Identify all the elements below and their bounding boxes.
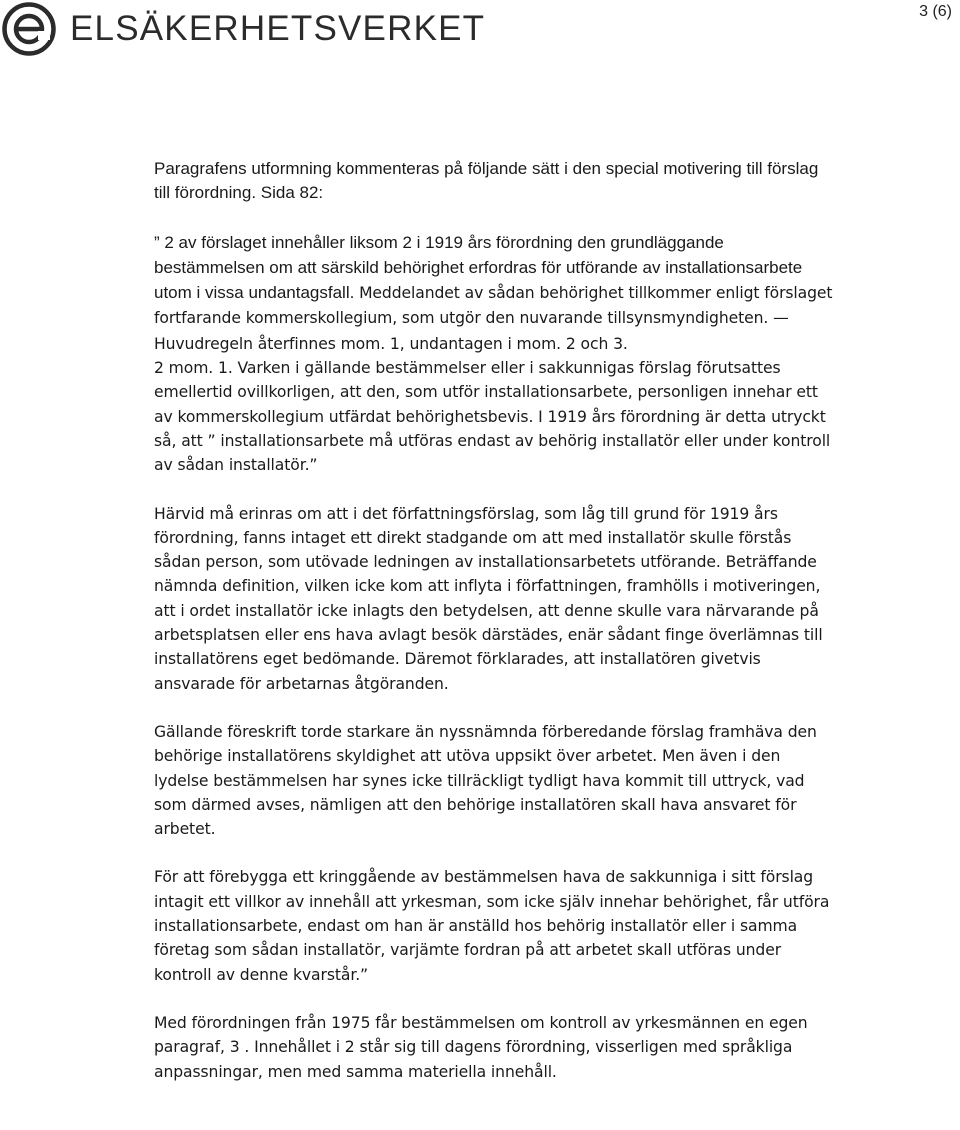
paragraph-gallande: Gällande föreskrift torde starkare än nyssnämnda förberedande förslag framhäva den behörige installatörens skyldighet att utöva uppsikt över arbetet. Men även i den lydelse bestämmelsen har synes icke tillräckligt tydligt hava kommit till uttryck, vad som därmed avses, nämligen att den behörige installatören skall hava ansvaret för arbetet.: [154, 722, 817, 839]
elsakerhetsverket-logo: [2, 2, 485, 56]
page-number: 3 (6): [919, 3, 952, 20]
quote-part-arial: ” 2 av förslaget innehåller liksom 2 i 1919 års förordning den grundläggande bestämmelsen om att särskild behörighet erfordras för utförande av installationsarbete utom i vissa undantagsfall.: [154, 232, 803, 303]
quote-part-calibri: Meddelandet av sådan behörighet tillkommer enligt förslaget fortfarande kommerskollegium, som utgör den nuvarande tillsynsmyndigheten. — Huvudregeln återfinnes mom. 1, undantagen i mom. 2 och 3.: [154, 284, 833, 353]
page-header: [0, 0, 960, 60]
quoted-paragraph: [154, 230, 834, 356]
paragraph-forebygga: För att förebygga ett kringgående av bestämmelsen hava de sakkunniga i sitt förslag intagit ett villkor av innehåll att yrkesman, som icke själv innehar behörighet, får utföra installationsarbete, endast om han är anställd hos behörig installatör eller i samma företag som sådan installatör, varjämte fordran på att arbetet skall utföras under kontroll av denne kvarstår.”: [154, 868, 830, 984]
paragraph-mom1: 2 mom. 1. Varken i gällande bestämmelser eller i sakkunnigas förslag förutsattes emellertid ovillkorligen, att den, som utför installationsarbete, personligen innehar ett av kommerskollegium utfärdat behörighetsbevis. I 1919 års förordning är detta utryckt så, att ” installationsarbete må utföras endast av behörig installatör eller under kontroll av sådan installatör.”: [154, 359, 831, 475]
logo-e-icon: [2, 2, 56, 56]
logo-text: ELSÄKERHETSVERKET: [70, 9, 486, 48]
paragraph-intro: Paragrafens utformning kommenteras på följande sätt i den special motivering till förslag till förordning. Sida 82:: [154, 159, 819, 203]
document-body: [154, 157, 834, 1084]
paragraph-harvid: Härvid må erinras om att i det författningsförslag, som låg till grund för 1919 års förordning, fanns intaget ett direkt stadgande om att med installatör skulle förstås sådan person, som utövade ledningen av installationsarbetets utförande. Beträffande nämnda definition, vilken icke kom att inflyta i författningen, framhölls i motiveringen, att i ordet installatör icke inlagts den betydelsen, att denne skulle vara närvarande på arbetsplatsen eller ens hava avlagt besök därstädes, enär sådant finge överlämnas till installatörens eget bedömande. Däremot förklarades, att installatören givetvis ansvarade för arbetarnas åtgöranden.: [154, 504, 823, 693]
paragraph-forordning-1975: Med förordningen från 1975 får bestämmelsen om kontroll av yrkesmännen en egen paragraf, 3 . Innehållet i 2 står sig till dagens förordning, visserligen med språkliga anpassningar, men med samma materiella innehåll.: [154, 1013, 808, 1081]
